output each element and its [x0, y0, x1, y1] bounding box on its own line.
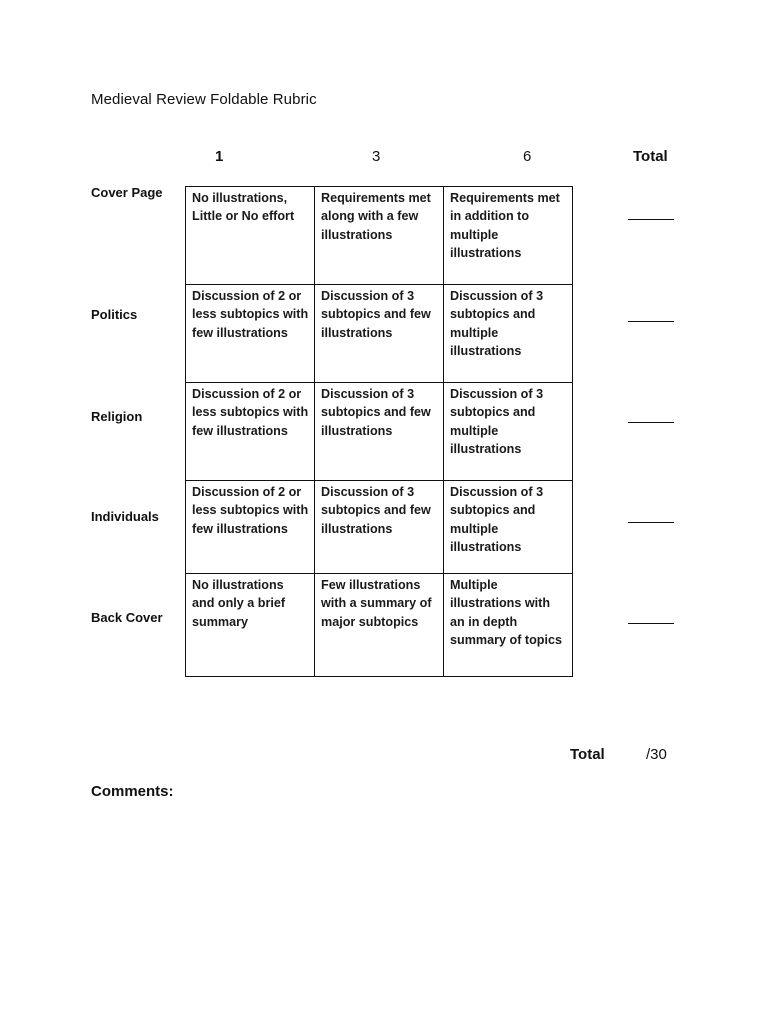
total-blank-religion [628, 422, 674, 423]
score-header-1: 1 [215, 148, 224, 165]
rubric-cell: Discussion of 2 or less subtopics with few illustrations [186, 285, 315, 383]
score-header-3: 3 [372, 148, 381, 165]
row-label-religion: Religion [91, 409, 143, 424]
rubric-row-back-cover [186, 574, 573, 677]
row-label-politics: Politics [91, 307, 138, 322]
total-blank-politics [628, 321, 674, 322]
rubric-cell: Discussion of 3 subtopics and few illustrations [315, 481, 444, 574]
grand-total-label: Total [570, 746, 605, 763]
total-column-header: Total [633, 148, 668, 165]
rubric-cell: Discussion of 3 subtopics and few illustrations [315, 383, 444, 481]
rubric-cell: Requirements met along with a few illustrations [315, 187, 444, 285]
total-blank-individuals [628, 522, 674, 523]
rubric-cell: Discussion of 3 subtopics and multiple illustrations [444, 481, 573, 574]
rubric-cell: Requirements met in addition to multiple illustrations [444, 187, 573, 285]
rubric-cell: Few illustrations with a summary of major subtopics [315, 574, 444, 677]
rubric-row-individuals [186, 481, 573, 574]
rubric-row-politics [186, 285, 573, 383]
score-header-6: 6 [523, 148, 532, 165]
comments-label: Comments: [91, 783, 174, 800]
row-label-back-cover: Back Cover [91, 610, 163, 625]
row-label-cover-page: Cover Page [91, 185, 163, 200]
rubric-cell: Multiple illustrations with an in depth summary of topics [444, 574, 573, 677]
total-blank-back-cover [628, 623, 674, 624]
rubric-cell: Discussion of 3 subtopics and few illustrations [315, 285, 444, 383]
rubric-cell: Discussion of 2 or less subtopics with few illustrations [186, 481, 315, 574]
rubric-table [185, 186, 573, 677]
page-title: Medieval Review Foldable Rubric [91, 91, 317, 108]
rubric-cell: Discussion of 2 or less subtopics with few illustrations [186, 383, 315, 481]
rubric-cell: No illustrations, Little or No effort [186, 187, 315, 285]
rubric-cell: Discussion of 3 subtopics and multiple illustrations [444, 383, 573, 481]
rubric-cell: No illustrations and only a brief summary [186, 574, 315, 677]
rubric-cell: Discussion of 3 subtopics and multiple illustrations [444, 285, 573, 383]
row-label-individuals: Individuals [91, 509, 159, 524]
rubric-row-religion [186, 383, 573, 481]
total-blank-cover-page [628, 219, 674, 220]
grand-total-value: /30 [646, 746, 667, 763]
rubric-row-cover-page [186, 187, 573, 285]
